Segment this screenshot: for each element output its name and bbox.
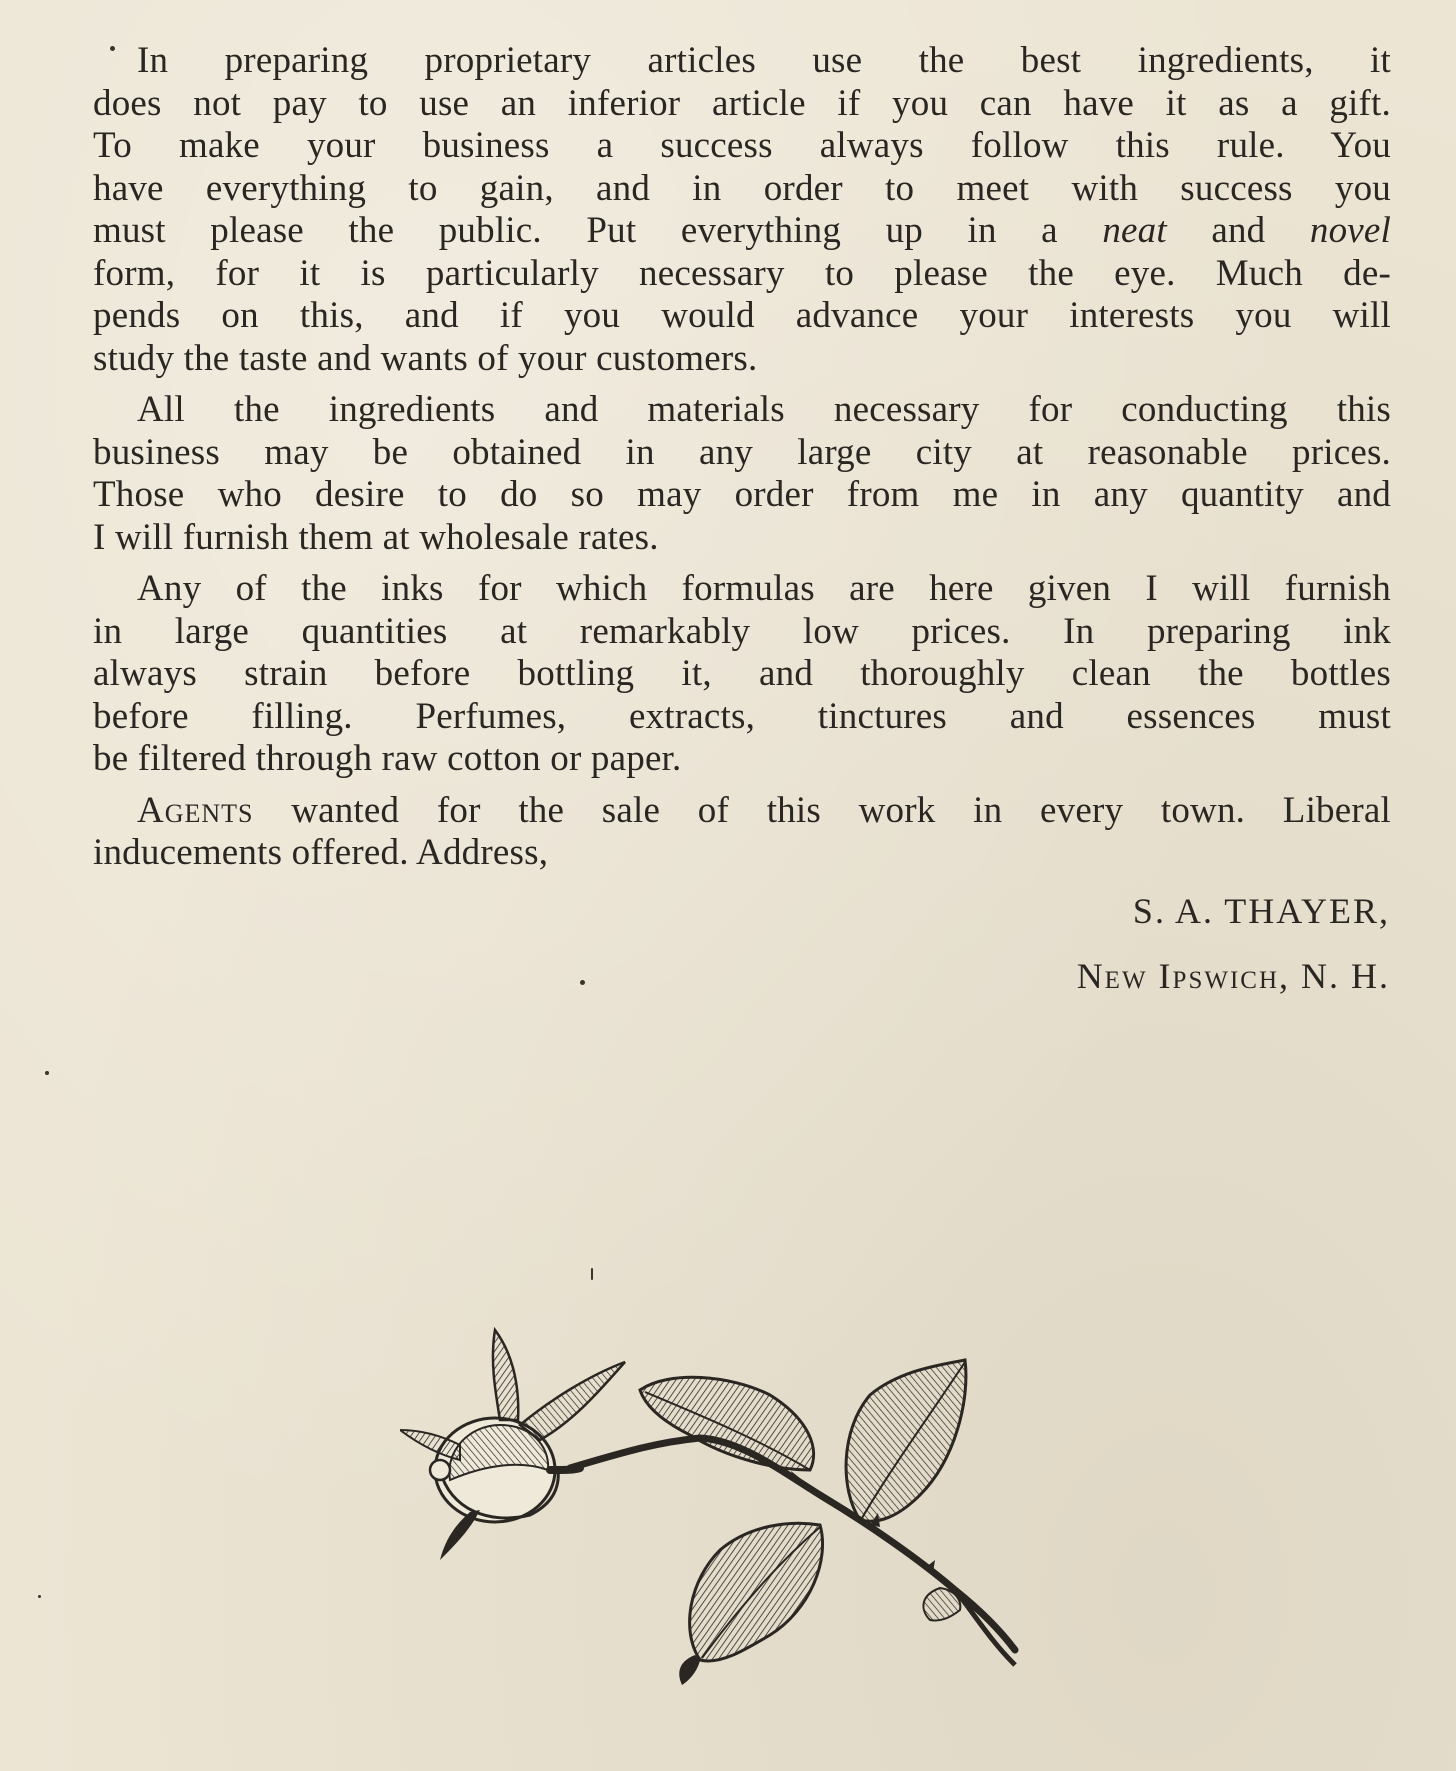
text-segment: wanted for the sale of this work in every town. Liberal [291, 789, 1392, 831]
text-line: In preparing proprietary articles use the best ingredients, it [137, 40, 1391, 81]
paper-speck [38, 1595, 41, 1598]
text-line: in large quantities at remarkably low prices. In preparing ink [93, 610, 1391, 652]
text-line: form, for it is particularly necessary to please the eye. Much de- [93, 252, 1391, 294]
paper-speck [591, 1268, 593, 1280]
italic-word: novel [1309, 210, 1392, 251]
text-line [49, 210, 1391, 253]
signature-place: New Ipswich, N. H. [1076, 956, 1390, 996]
text-line: before filling. Perfumes, extracts, tinctures and essences must [93, 695, 1391, 737]
italic-word: neat [1102, 210, 1167, 251]
paragraph-2 [93, 389, 1391, 559]
text-line: Any of the inks for which formulas are here given I will furnish [137, 568, 1391, 609]
paper-speck [580, 980, 585, 985]
text-segment: must please the public. Put everything up in a [93, 210, 1058, 251]
body-text [93, 40, 1391, 884]
paragraph-1 [93, 40, 1391, 380]
text-line [93, 790, 1391, 833]
text-line: Those who desire to do so may order from me in any quantity and [93, 474, 1391, 515]
text-line: business may be obtained in any large city at reasonable prices. [93, 431, 1391, 473]
text-line: be filtered through raw cotton or paper. [93, 738, 682, 779]
agents-lead: Agents [137, 789, 254, 831]
text-line: pends on this, and if you would advance your interests you will [93, 295, 1391, 336]
rose-branch-illustration [400, 1320, 1120, 1700]
text-line: does not pay to use an inferior article if you can have it as a gift. [93, 82, 1391, 124]
paper-speck [45, 1071, 49, 1075]
text-line: I will furnish them at wholesale rates. [93, 516, 659, 558]
signature-name: S. A. THAYER, [1132, 891, 1390, 931]
paper-speck [110, 46, 115, 51]
text-line: To make your business a success always follow this rule. You [93, 125, 1391, 166]
text-segment: and [1211, 210, 1266, 251]
text-line: always strain before bottling it, and thoroughly clean the bottles [93, 653, 1391, 694]
text-line: inducements offered. Address, [93, 832, 549, 873]
paragraph-3 [93, 568, 1391, 781]
text-line: All the ingredients and materials necessary for conducting this [137, 389, 1391, 430]
text-line: study the taste and wants of your customers. [93, 337, 758, 379]
paragraph-4 [93, 790, 1391, 875]
text-line: have everything to gain, and in order to meet with success you [93, 167, 1391, 209]
